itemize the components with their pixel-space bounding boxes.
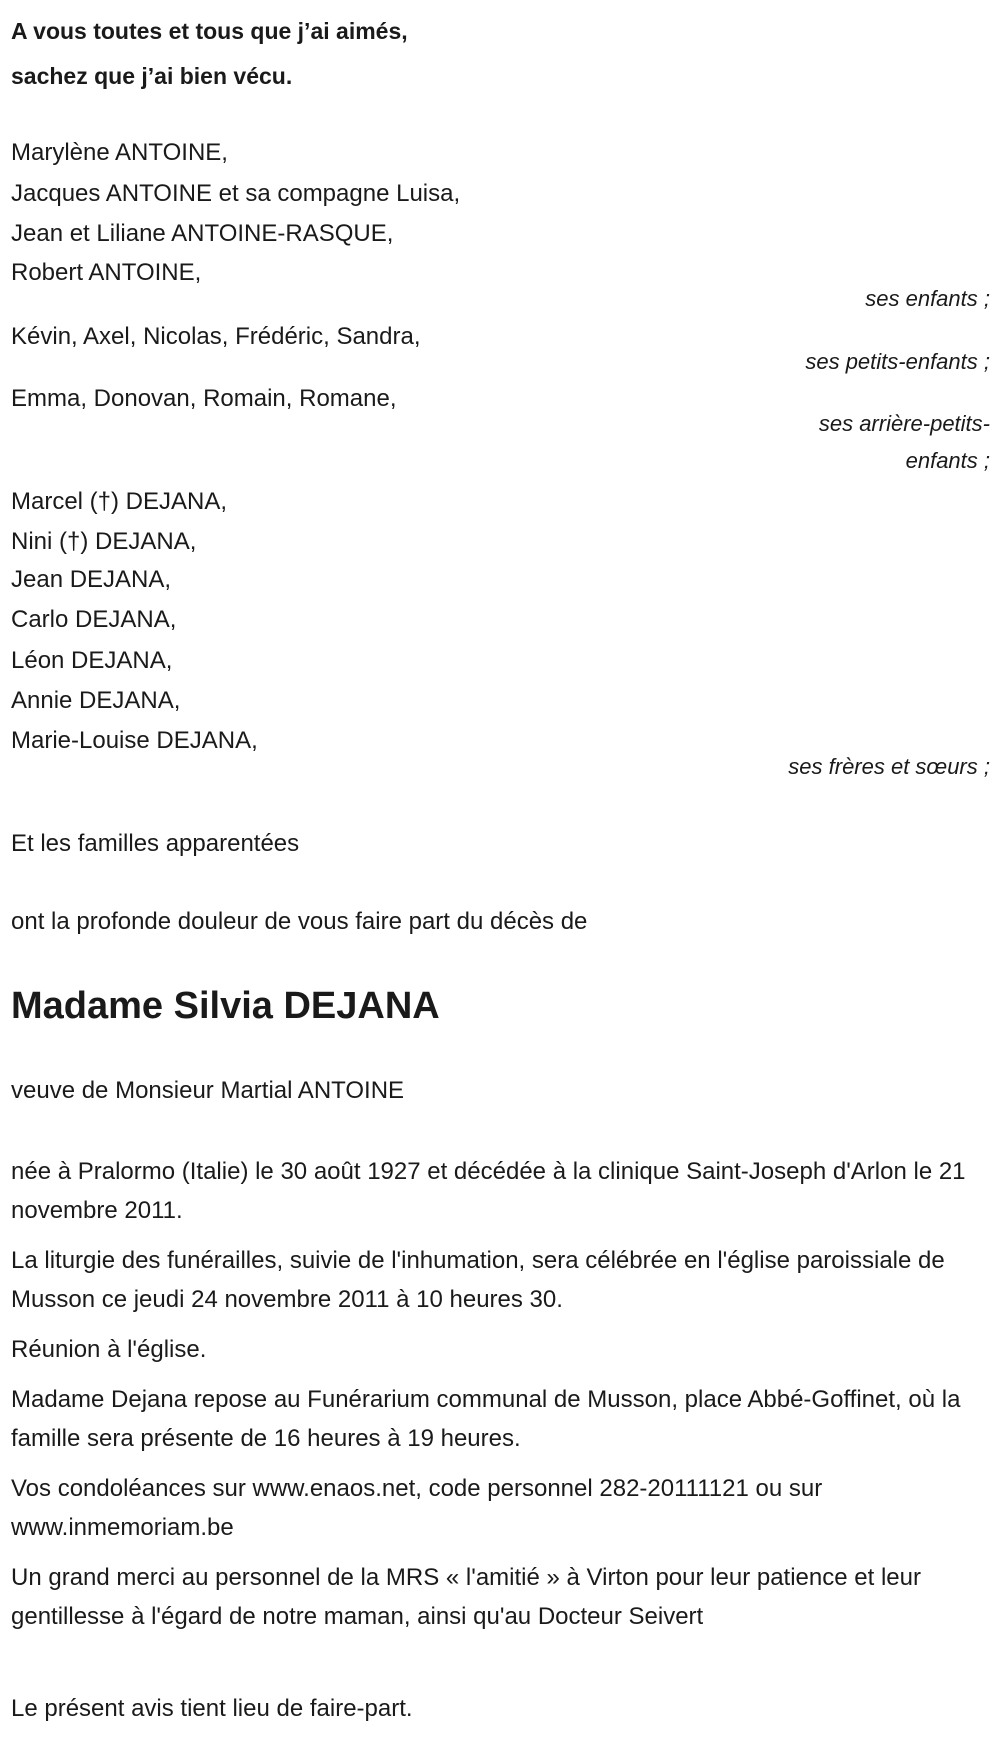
families-text: Et les familles apparentées bbox=[11, 830, 300, 857]
family-member: Marcel (†) DEJANA, bbox=[11, 488, 228, 515]
family-member: Nini (†) DEJANA, bbox=[11, 528, 197, 555]
family-member: Kévin, Axel, Nicolas, Frédéric, Sandra, bbox=[11, 323, 421, 350]
family-member: Jean et Liliane ANTOINE-RASQUE, bbox=[11, 220, 394, 247]
family-member: Robert ANTOINE, bbox=[11, 259, 202, 286]
family-member: Marie-Louise DEJANA, bbox=[11, 727, 258, 754]
relation-label: ses petits-enfants ; bbox=[805, 349, 990, 374]
paragraph-birth-death: née à Pralormo (Italie) le 30 août 1927 et décédée à la clinique Saint-Joseph d'Arlon le 21 novembre 2011. bbox=[11, 1158, 966, 1224]
paragraph-meeting: Réunion à l'église. bbox=[11, 1336, 207, 1363]
paragraph-funerarium: Madame Dejana repose au Funérarium communal de Musson, place Abbé-Goffinet, où la famille sera présente de 16 heures à 19 heures. bbox=[11, 1386, 961, 1452]
relation-label: ses arrière-petits-enfants ; bbox=[818, 411, 990, 473]
relation-label: ses frères et sœurs ; bbox=[788, 754, 990, 779]
heading-line: A vous toutes et tous que j’ai aimés, bbox=[11, 18, 408, 44]
paragraph-notice: Le présent avis tient lieu de faire-part. bbox=[11, 1695, 413, 1722]
family-member: Marylène ANTOINE, bbox=[11, 139, 228, 166]
family-member: Emma, Donovan, Romain, Romane, bbox=[11, 385, 397, 412]
family-member: Léon DEJANA, bbox=[11, 647, 173, 674]
paragraph-condolences: Vos condoléances sur www.enaos.net, code personnel 282-20111121 ou sur www.inmemoriam.be bbox=[11, 1475, 823, 1541]
widow-text: veuve de Monsieur Martial ANTOINE bbox=[11, 1077, 405, 1104]
paragraph-funeral: La liturgie des funérailles, suivie de l'inhumation, sera célébrée en l'église paroissiale de Musson ce jeudi 24 novembre 2011 à 10 heures 30. bbox=[11, 1247, 945, 1313]
family-member: Carlo DEJANA, bbox=[11, 606, 177, 633]
family-member: Annie DEJANA, bbox=[11, 687, 181, 714]
deceased-name: Madame Silvia DEJANA bbox=[11, 985, 440, 1027]
relation-label: ses enfants ; bbox=[865, 286, 990, 311]
heading-line: sachez que j’ai bien vécu. bbox=[11, 63, 293, 89]
family-member: Jean DEJANA, bbox=[11, 566, 172, 593]
paragraph-thanks: Un grand merci au personnel de la MRS « l'amitié » à Virton pour leur patience et leur gentillesse à l'égard de notre maman, ainsi qu'au Docteur Seivert bbox=[11, 1564, 921, 1630]
family-member: Jacques ANTOINE et sa compagne Luisa, bbox=[11, 180, 461, 207]
announcement-text: ont la profonde douleur de vous faire part du décès de bbox=[11, 908, 588, 935]
